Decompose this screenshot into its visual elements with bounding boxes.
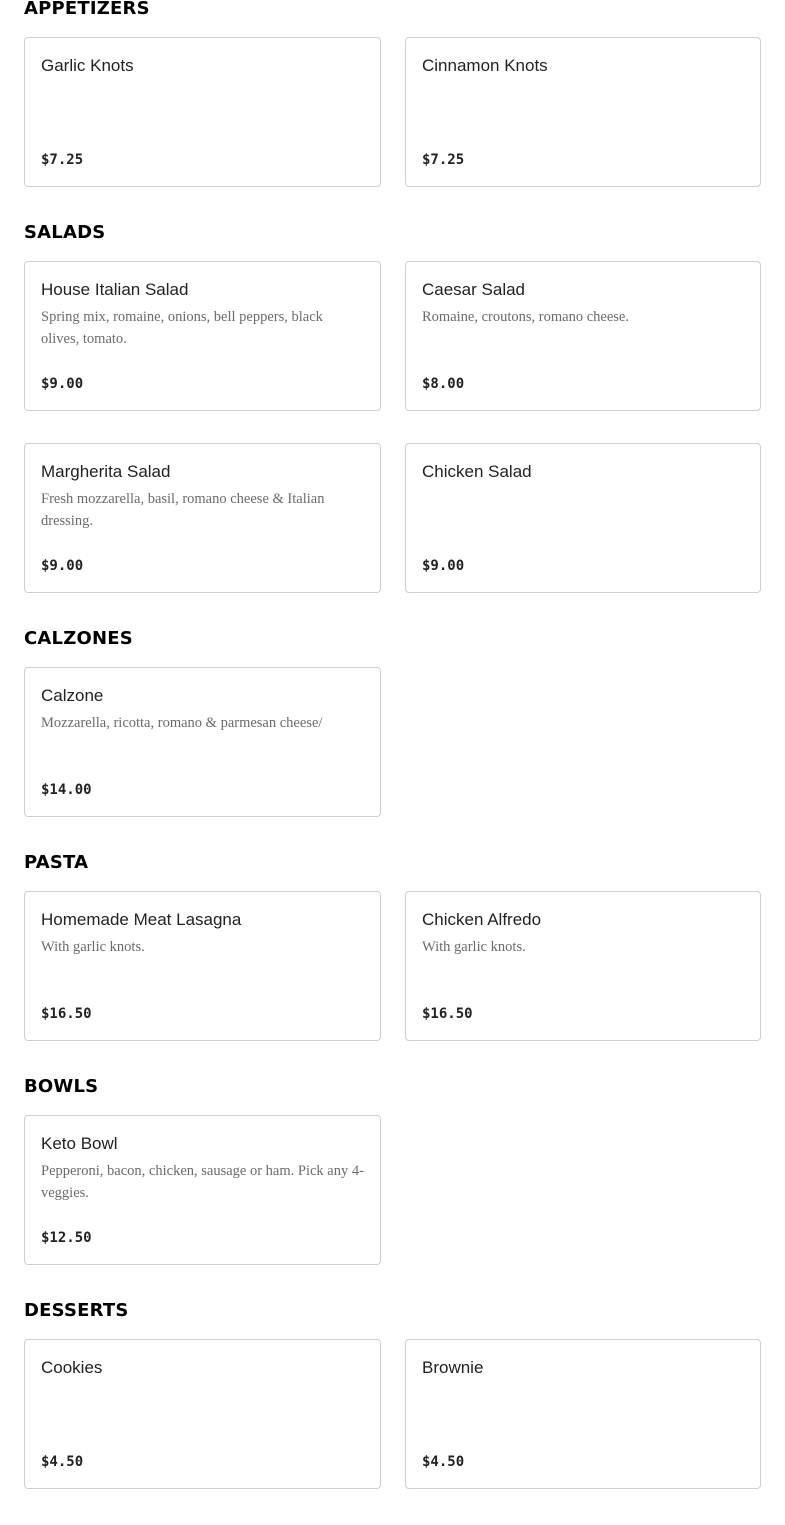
item-grid [24, 667, 761, 817]
item-price: $7.25 [41, 152, 84, 168]
item-price: $8.00 [422, 376, 465, 392]
section-calzones [24, 629, 761, 817]
item-name: Chicken Salad [422, 462, 532, 481]
item-grid [24, 1115, 761, 1265]
section-appetizers [24, 0, 761, 187]
item-price: $9.00 [41, 558, 84, 574]
section-title: APPETIZERS [24, 0, 150, 19]
item-description: With garlic knots. [41, 939, 145, 955]
item-price: $14.00 [41, 782, 92, 798]
item-grid [24, 37, 761, 187]
menu-item-card[interactable] [24, 443, 381, 593]
section-title: DESSERTS [24, 1300, 129, 1321]
item-grid [24, 261, 761, 593]
section-desserts [24, 1301, 761, 1489]
item-name: Margherita Salad [41, 462, 171, 481]
section-title: BOWLS [24, 1076, 99, 1097]
item-price: $9.00 [422, 558, 465, 574]
item-grid [24, 891, 761, 1041]
item-name: Caesar Salad [422, 280, 526, 299]
menu-item-card[interactable] [405, 891, 761, 1041]
item-price: $16.50 [41, 1006, 92, 1022]
menu-item-card[interactable] [24, 1115, 381, 1265]
item-name: Cookies [41, 1358, 103, 1377]
menu-item-card[interactable] [405, 261, 761, 411]
item-price: $4.50 [41, 1454, 84, 1470]
section-bowls [24, 1077, 761, 1265]
section-title: PASTA [24, 852, 89, 873]
menu-item-card[interactable] [24, 37, 381, 187]
section-pasta [24, 853, 761, 1041]
item-name: Keto Bowl [41, 1134, 118, 1153]
item-price: $9.00 [41, 376, 84, 392]
menu-item-card[interactable] [405, 1339, 761, 1489]
item-name: House Italian Salad [41, 280, 189, 299]
item-description: With garlic knots. [422, 939, 526, 955]
menu-item-card[interactable] [405, 443, 761, 593]
item-price: $12.50 [41, 1230, 92, 1246]
section-title: CALZONES [24, 628, 133, 649]
menu-item-card[interactable] [24, 1339, 381, 1489]
section-title: SALADS [24, 222, 106, 243]
item-price: $4.50 [422, 1454, 465, 1470]
item-price: $7.25 [422, 152, 465, 168]
menu-item-card[interactable] [24, 667, 381, 817]
item-name: Calzone [41, 686, 104, 705]
item-description: Romaine, croutons, romano cheese. [422, 309, 629, 325]
item-description: Spring mix, romaine, onions, bell peppers, black olives, tomato. [41, 309, 323, 347]
item-name: Cinnamon Knots [422, 56, 548, 75]
item-name: Garlic Knots [41, 56, 134, 75]
menu-item-card[interactable] [24, 261, 381, 411]
menu [24, 0, 761, 1525]
item-description: Fresh mozzarella, basil, romano cheese & Italian dressing. [41, 491, 325, 529]
item-name: Chicken Alfredo [422, 910, 542, 929]
item-name: Brownie [422, 1358, 484, 1377]
item-description: Pepperoni, bacon, chicken, sausage or ham. Pick any 4-veggies. [41, 1163, 364, 1201]
item-price: $16.50 [422, 1006, 473, 1022]
item-name: Homemade Meat Lasagna [41, 910, 242, 929]
item-description: Mozzarella, ricotta, romano & parmesan cheese/ [41, 715, 323, 731]
item-grid [24, 1339, 761, 1489]
section-salads [24, 223, 761, 593]
menu-item-card[interactable] [24, 891, 381, 1041]
menu-item-card[interactable] [405, 37, 761, 187]
